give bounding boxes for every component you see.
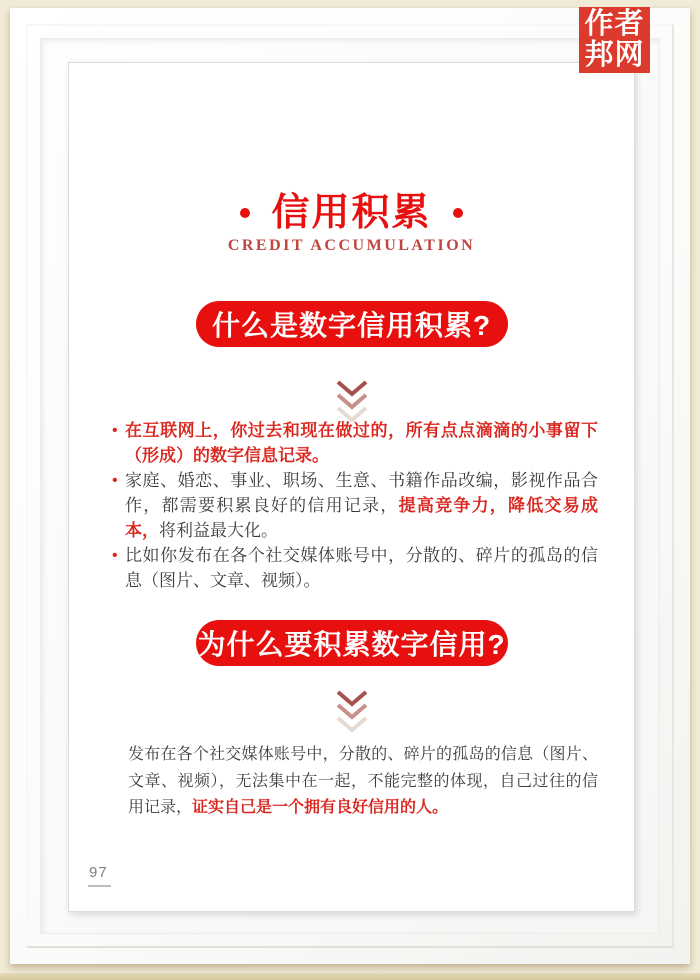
page-number: 97 (88, 864, 111, 887)
page-header (69, 189, 634, 237)
list-item (112, 468, 598, 543)
paragraph-highlight: 证实自己是一个拥有良好信用的人。 (192, 799, 449, 816)
book-page (68, 62, 635, 912)
bullet2-text-part1: 家庭、婚恋、事业、职场、生意、书籍作品改编，影视作品合作，都需要积累良好的信用记录， (125, 471, 598, 515)
bullet-list (112, 418, 598, 593)
picture-frame (10, 8, 690, 964)
title-dot-left-icon (240, 208, 250, 218)
chevron-down-icon (334, 688, 370, 739)
section1-heading-label: 什么是数字信用积累? (211, 310, 492, 341)
section1-heading-pill (196, 301, 508, 347)
logo-line2: 邦网 (584, 39, 645, 71)
frame-bottom-edge (0, 973, 700, 980)
bullet3-text: 比如你发布在各个社交媒体账号中，分散的、碎片的孤岛的信息（图片、文章、视频）。 (125, 546, 598, 590)
section2-heading-label: 为什么要积累数字信用? (197, 629, 506, 660)
paragraph-text: 发布在各个社交媒体账号中，分散的、碎片的孤岛的信息（图片、文章、视频），无法集中在一起，不能完整的体现，自己过往的信用记录， (128, 746, 598, 816)
page-title: 信用积累 (271, 192, 432, 234)
page-subtitle: CREDIT ACCUMULATION (227, 237, 476, 254)
bullet2-text-highlight: 提高竞争力，降低交易成本， (125, 496, 599, 540)
bullet-dot-icon: • (112, 472, 118, 489)
bullet-dot-icon: • (112, 547, 118, 564)
title-dot-right-icon (453, 208, 463, 218)
list-item (112, 543, 598, 593)
section2-heading-pill (196, 620, 508, 666)
bullet1-text: 在互联网上，你过去和现在做过的，所有点点滴滴的小事留下（形成）的数字信息记录。 (125, 421, 598, 465)
bullet-dot-icon: • (112, 422, 118, 439)
bullet2-text-part2: 将利益最大化。 (159, 521, 278, 540)
logo-badge (579, 7, 650, 73)
logo-line1: 作者 (584, 8, 645, 40)
list-item (112, 418, 598, 468)
closing-paragraph (128, 742, 598, 822)
